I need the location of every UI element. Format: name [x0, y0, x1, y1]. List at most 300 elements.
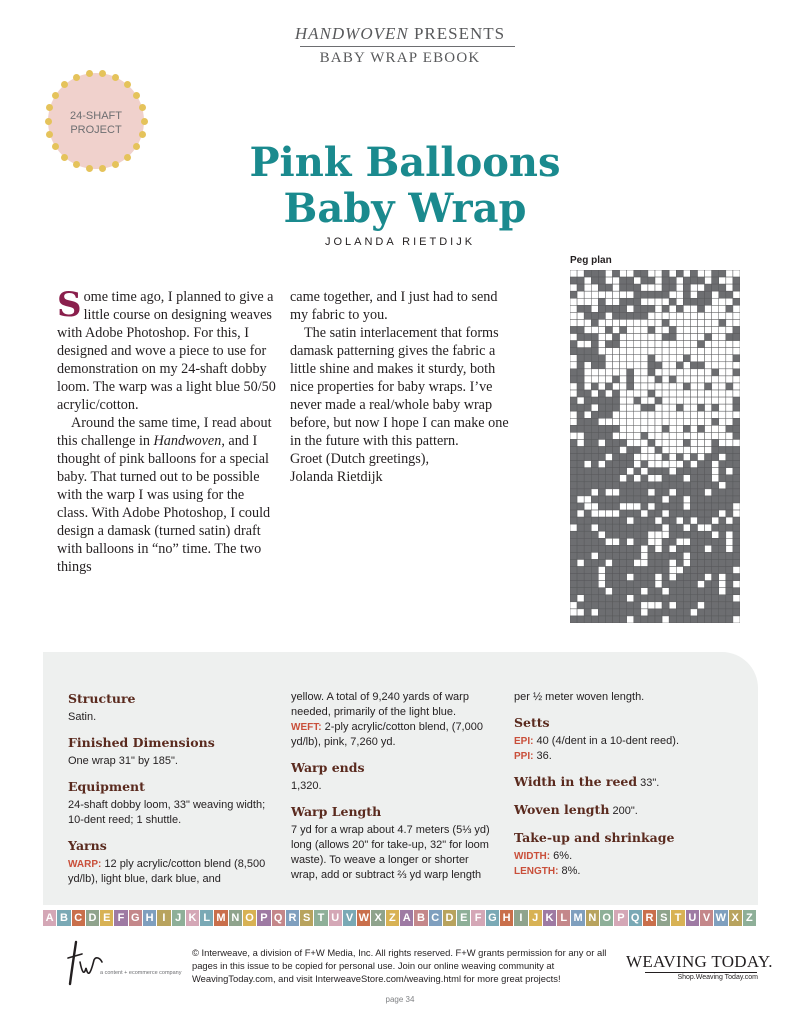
title-line-1: Pink Balloons: [249, 139, 561, 186]
peg-cell: [613, 454, 620, 461]
badge-dot: [133, 92, 140, 99]
peg-cell: [591, 319, 598, 326]
peg-cell: [620, 461, 627, 468]
peg-cell: [698, 559, 705, 566]
peg-cell: [719, 404, 726, 411]
peg-cell: [676, 334, 683, 341]
peg-cell: [598, 326, 605, 333]
peg-cell: [627, 432, 634, 439]
peg-cell: [598, 496, 605, 503]
peg-cell: [698, 510, 705, 517]
shop-link[interactable]: Shop.Weaving Today.com: [677, 974, 758, 981]
peg-cell: [676, 362, 683, 369]
peg-cell: [669, 432, 676, 439]
peg-cell: [676, 383, 683, 390]
peg-cell: [690, 277, 697, 284]
peg-cell: [719, 284, 726, 291]
peg-cell: [676, 468, 683, 475]
peg-cell: [598, 404, 605, 411]
peg-cell: [669, 284, 676, 291]
peg-cell: [648, 284, 655, 291]
dimensions-value: One wrap 31" by 185".: [68, 755, 178, 767]
peg-cell: [690, 489, 697, 496]
peg-cell: [719, 312, 726, 319]
peg-cell: [577, 439, 584, 446]
peg-cell: [577, 461, 584, 468]
peg-cell: [598, 390, 605, 397]
peg-cell: [733, 545, 740, 552]
peg-cell: [698, 376, 705, 383]
peg-cell: [712, 411, 719, 418]
peg-cell: [705, 284, 712, 291]
peg-cell: [613, 524, 620, 531]
peg-cell: [733, 277, 740, 284]
peg-cell: [698, 447, 705, 454]
peg-cell: [613, 552, 620, 559]
peg-cell: [712, 503, 719, 510]
peg-cell: [719, 468, 726, 475]
peg-cell: [584, 447, 591, 454]
peg-cell: [690, 319, 697, 326]
badge-dot: [133, 143, 140, 150]
peg-cell: [591, 468, 598, 475]
peg-cell: [570, 284, 577, 291]
badge-dot: [112, 161, 119, 168]
peg-cell: [570, 411, 577, 418]
peg-cell: [655, 390, 662, 397]
peg-cell: [712, 312, 719, 319]
peg-cell: [570, 531, 577, 538]
peg-cell: [577, 524, 584, 531]
peg-cell: [641, 348, 648, 355]
peg-cell: [719, 291, 726, 298]
peg-cell: [620, 574, 627, 581]
peg-cell: [584, 390, 591, 397]
peg-cell: [584, 284, 591, 291]
peg-cell: [726, 425, 733, 432]
peg-cell: [605, 284, 612, 291]
peg-cell: [655, 291, 662, 298]
peg-cell: [613, 305, 620, 312]
peg-cell: [620, 305, 627, 312]
peg-cell: [719, 482, 726, 489]
peg-cell: [627, 531, 634, 538]
peg-cell: [712, 334, 719, 341]
peg-cell: [726, 355, 733, 362]
peg-cell: [613, 609, 620, 616]
peg-cell: [577, 291, 584, 298]
peg-cell: [662, 468, 669, 475]
peg-cell: [641, 334, 648, 341]
peg-cell: [591, 298, 598, 305]
peg-cell: [719, 411, 726, 418]
peg-cell: [669, 298, 676, 305]
peg-cell: [719, 319, 726, 326]
alphabet-letter: R: [286, 910, 300, 926]
peg-cell: [655, 270, 662, 277]
peg-cell: [705, 454, 712, 461]
peg-cell: [655, 552, 662, 559]
peg-cell: [683, 475, 690, 482]
specs-column-3: [514, 690, 729, 879]
peg-cell: [733, 312, 740, 319]
peg-cell: [641, 581, 648, 588]
peg-cell: [591, 425, 598, 432]
peg-cell: [584, 581, 591, 588]
peg-cell: [605, 383, 612, 390]
peg-cell: [634, 348, 641, 355]
page-number: page 34: [385, 995, 415, 1004]
peg-cell: [591, 545, 598, 552]
peg-cell: [641, 552, 648, 559]
warp-value-start: 12 ply acrylic/cotton blend (8,500 yd/lb), light blue, dark blue, and: [68, 858, 266, 885]
peg-cell: [705, 369, 712, 376]
peg-cell: [641, 425, 648, 432]
setts-heading: Setts: [514, 715, 550, 730]
peg-cell: [613, 588, 620, 595]
peg-cell: [627, 447, 634, 454]
ppi-value: 36.: [533, 750, 552, 762]
peg-cell: [683, 270, 690, 277]
peg-cell: [641, 383, 648, 390]
peg-cell: [683, 362, 690, 369]
peg-cell: [584, 602, 591, 609]
peg-cell: [584, 432, 591, 439]
peg-cell: [662, 404, 669, 411]
peg-cell: [620, 390, 627, 397]
peg-cell: [605, 369, 612, 376]
peg-cell: [620, 284, 627, 291]
peg-cell: [570, 552, 577, 559]
peg-cell: [591, 411, 598, 418]
peg-cell: [705, 524, 712, 531]
peg-cell: [676, 326, 683, 333]
alphabet-letter: X: [729, 910, 743, 926]
peg-cell: [605, 376, 612, 383]
peg-cell: [641, 468, 648, 475]
peg-cell: [655, 319, 662, 326]
peg-cell: [712, 538, 719, 545]
peg-cell: [669, 609, 676, 616]
peg-cell: [641, 531, 648, 538]
peg-cell: [584, 298, 591, 305]
peg-cell: [634, 355, 641, 362]
peg-cell: [655, 595, 662, 602]
peg-cell: [690, 581, 697, 588]
peg-cell: [613, 531, 620, 538]
peg-cell: [577, 305, 584, 312]
peg-cell: [620, 404, 627, 411]
peg-cell: [683, 439, 690, 446]
peg-cell: [676, 595, 683, 602]
peg-cell: [698, 270, 705, 277]
peg-cell: [598, 609, 605, 616]
peg-cell: [641, 475, 648, 482]
peg-cell: [641, 369, 648, 376]
peg-cell: [733, 425, 740, 432]
peg-cell: [577, 609, 584, 616]
peg-cell: [698, 418, 705, 425]
peg-cell: [655, 545, 662, 552]
peg-cell: [577, 425, 584, 432]
peg-cell: [655, 447, 662, 454]
peg-cell: [570, 298, 577, 305]
peg-cell: [683, 277, 690, 284]
peg-cell: [655, 461, 662, 468]
peg-cell: [627, 510, 634, 517]
peg-cell: [570, 362, 577, 369]
peg-cell: [591, 432, 598, 439]
peg-cell: [733, 602, 740, 609]
peg-cell: [591, 326, 598, 333]
peg-cell: [655, 468, 662, 475]
peg-cell: [598, 348, 605, 355]
peg-cell: [648, 595, 655, 602]
peg-cell: [733, 326, 740, 333]
peg-cell: [598, 376, 605, 383]
peg-cell: [591, 609, 598, 616]
peg-cell: [683, 284, 690, 291]
peg-cell: [712, 574, 719, 581]
peg-cell: [641, 574, 648, 581]
warp-ends-value: 1,320.: [291, 780, 322, 792]
peg-cell: [719, 559, 726, 566]
peg-cell: [676, 567, 683, 574]
peg-cell: [698, 319, 705, 326]
peg-cell: [726, 581, 733, 588]
peg-cell: [705, 341, 712, 348]
peg-cell: [655, 588, 662, 595]
peg-cell: [634, 397, 641, 404]
badge-dot: [73, 161, 80, 168]
takeup-length-label: LENGTH:: [514, 866, 559, 877]
peg-cell: [662, 355, 669, 362]
peg-cell: [676, 454, 683, 461]
peg-cell: [584, 567, 591, 574]
peg-cell: [584, 609, 591, 616]
peg-cell: [627, 468, 634, 475]
peg-cell: [719, 432, 726, 439]
peg-cell: [733, 461, 740, 468]
peg-cell: [669, 559, 676, 566]
peg-cell: [634, 404, 641, 411]
weaving-today-logo[interactable]: WEAVING TODAY.: [626, 952, 773, 971]
peg-cell: [641, 609, 648, 616]
takeup-length: [514, 864, 729, 879]
peg-cell: [613, 362, 620, 369]
peg-cell: [733, 291, 740, 298]
peg-cell: [726, 489, 733, 496]
peg-cell: [613, 616, 620, 623]
peg-cell: [634, 545, 641, 552]
weft-value: 2-ply acrylic/cotton blend, (7,000 yd/lb), pink, 7,260 yd.: [291, 721, 483, 748]
peg-cell: [627, 362, 634, 369]
peg-cell: [634, 559, 641, 566]
peg-cell: [726, 468, 733, 475]
peg-cell: [690, 545, 697, 552]
peg-cell: [726, 305, 733, 312]
peg-cell: [690, 341, 697, 348]
peg-cell: [719, 545, 726, 552]
peg-cell: [683, 574, 690, 581]
peg-cell: [662, 552, 669, 559]
peg-cell: [605, 552, 612, 559]
alphabet-letter: P: [614, 910, 628, 926]
peg-cell: [584, 461, 591, 468]
peg-cell: [690, 454, 697, 461]
peg-plan-grid: [570, 270, 740, 623]
peg-cell: [648, 376, 655, 383]
peg-cell: [591, 312, 598, 319]
peg-cell: [634, 538, 641, 545]
peg-cell: [712, 609, 719, 616]
peg-cell: [641, 404, 648, 411]
peg-cell: [641, 545, 648, 552]
peg-cell: [634, 524, 641, 531]
peg-cell: [648, 298, 655, 305]
alphabet-letter: K: [543, 910, 557, 926]
peg-cell: [726, 348, 733, 355]
peg-cell: [690, 510, 697, 517]
peg-cell: [577, 411, 584, 418]
peg-cell: [726, 538, 733, 545]
peg-cell: [577, 517, 584, 524]
peg-cell: [669, 468, 676, 475]
peg-cell: [676, 348, 683, 355]
peg-cell: [641, 538, 648, 545]
peg-cell: [690, 475, 697, 482]
peg-cell: [690, 538, 697, 545]
peg-cell: [655, 503, 662, 510]
peg-cell: [690, 425, 697, 432]
peg-cell: [690, 552, 697, 559]
peg-cell: [698, 454, 705, 461]
peg-cell: [648, 496, 655, 503]
peg-cell: [584, 439, 591, 446]
peg-cell: [605, 503, 612, 510]
peg-cell: [613, 489, 620, 496]
peg-cell: [634, 482, 641, 489]
peg-cell: [655, 418, 662, 425]
peg-cell: [634, 312, 641, 319]
peg-cell: [570, 404, 577, 411]
peg-cell: [705, 383, 712, 390]
peg-cell: [591, 531, 598, 538]
peg-cell: [712, 362, 719, 369]
peg-cell: [577, 447, 584, 454]
peg-cell: [641, 602, 648, 609]
peg-cell: [627, 397, 634, 404]
peg-cell: [648, 383, 655, 390]
peg-cell: [662, 270, 669, 277]
peg-cell: [584, 319, 591, 326]
peg-cell: [655, 432, 662, 439]
peg-cell: [641, 319, 648, 326]
peg-cell: [683, 425, 690, 432]
peg-cell: [662, 277, 669, 284]
peg-cell: [591, 284, 598, 291]
peg-cell: [577, 595, 584, 602]
peg-cell: [690, 531, 697, 538]
peg-cell: [662, 348, 669, 355]
peg-cell: [613, 574, 620, 581]
peg-cell: [591, 439, 598, 446]
peg-cell: [641, 411, 648, 418]
peg-cell: [655, 383, 662, 390]
peg-cell: [719, 609, 726, 616]
peg-cell: [719, 595, 726, 602]
peg-cell: [705, 418, 712, 425]
article-author: JOLANDA RIETDIJK: [324, 236, 476, 248]
peg-cell: [705, 334, 712, 341]
title-line-2: Baby Wrap: [283, 185, 527, 232]
peg-cell: [662, 531, 669, 538]
publication-brand: HANDWOVEN: [294, 24, 409, 43]
peg-cell: [676, 559, 683, 566]
peg-cell: [605, 439, 612, 446]
peg-cell: [669, 545, 676, 552]
peg-cell: [570, 425, 577, 432]
peg-cell: [634, 567, 641, 574]
peg-cell: [662, 298, 669, 305]
peg-cell: [613, 581, 620, 588]
peg-cell: [598, 616, 605, 623]
peg-cell: [698, 355, 705, 362]
badge-dot: [61, 154, 68, 161]
peg-cell: [669, 567, 676, 574]
peg-cell: [705, 588, 712, 595]
peg-cell: [662, 447, 669, 454]
badge-dot: [99, 165, 106, 172]
peg-cell: [605, 538, 612, 545]
peg-cell: [655, 334, 662, 341]
peg-cell: [676, 602, 683, 609]
structure-value: Satin.: [68, 711, 97, 723]
peg-cell: [726, 454, 733, 461]
peg-cell: [662, 482, 669, 489]
peg-cell: [620, 334, 627, 341]
alphabet-letter: B: [57, 910, 71, 926]
peg-cell: [648, 369, 655, 376]
peg-cell: [712, 616, 719, 623]
peg-cell: [698, 489, 705, 496]
peg-cell: [584, 454, 591, 461]
peg-cell: [620, 270, 627, 277]
peg-cell: [683, 461, 690, 468]
peg-cell: [620, 489, 627, 496]
peg-cell: [733, 609, 740, 616]
peg-cell: [726, 496, 733, 503]
peg-cell: [641, 291, 648, 298]
peg-cell: [634, 390, 641, 397]
peg-cell: [719, 475, 726, 482]
peg-cell: [733, 298, 740, 305]
peg-cell: [598, 418, 605, 425]
alphabet-letter: W: [714, 910, 728, 926]
alphabet-letter: T: [671, 910, 685, 926]
width-in-reed: [514, 773, 729, 792]
peg-cell: [655, 616, 662, 623]
woven-length: [514, 801, 729, 820]
peg-cell: [648, 475, 655, 482]
peg-cell: [662, 319, 669, 326]
peg-cell: [712, 376, 719, 383]
peg-cell: [627, 291, 634, 298]
peg-cell: [641, 510, 648, 517]
peg-cell: [620, 538, 627, 545]
peg-cell: [591, 341, 598, 348]
peg-cell: [669, 574, 676, 581]
